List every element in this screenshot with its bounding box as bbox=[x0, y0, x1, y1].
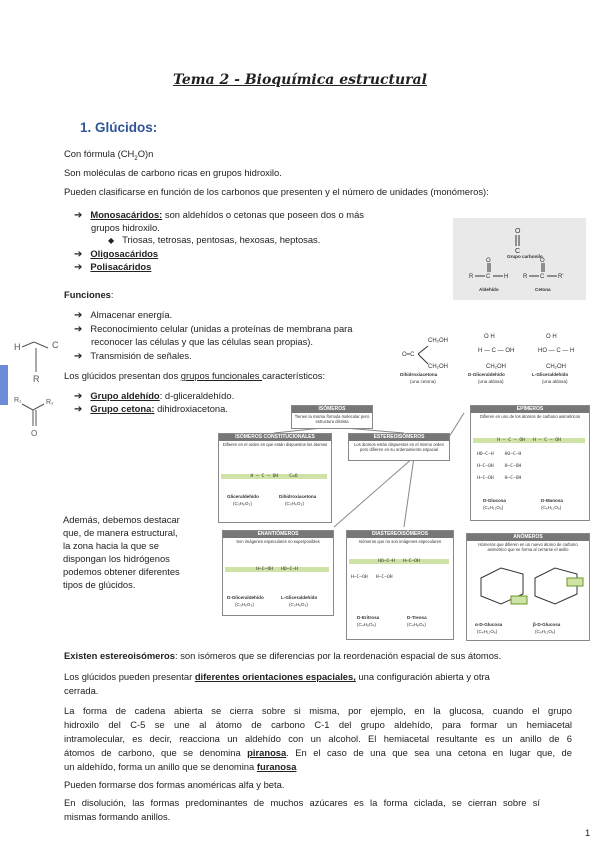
aldehido-label: Aldehído bbox=[479, 287, 499, 292]
list-item-monosacaridos-cont: grupos hidroxilo. bbox=[91, 222, 160, 233]
svg-text:H — C — OH: H — C — OH bbox=[478, 348, 515, 354]
funcion-item-2: ➔ Reconocimiento celular (unidas a proteínas de membrana para bbox=[74, 323, 353, 335]
svg-text:CH₂OH: CH₂OH bbox=[546, 364, 566, 370]
grupos-line: Los glúcidos presentan dos grupos funcionales característicos: bbox=[64, 370, 326, 381]
side-paragraph: Además, debemos destacar que, de manera estructural, la zona hacia la que se dispongan los hidrógenos podemos obtener diferentes tipos de glúcidos. bbox=[63, 514, 180, 590]
diastereoisomeros-box: DIASTEREOISÓMEROS Isómeros que no son imágenes especulares HO—C—H H—C—OH H—C—OH H—C—OH D-Eritrosa D-Treosa (C₄H₈O₄) (C₄H₈O₄) bbox=[346, 530, 454, 640]
sub-item-triosas: ◆ Triosas, tetrosas, pentosas, hexosas, heptosas. bbox=[108, 234, 321, 245]
svg-text:HO — C — H: HO — C — H bbox=[538, 348, 575, 354]
orientaciones-line-2: cerrada. bbox=[64, 685, 99, 696]
svg-text:H: H bbox=[14, 342, 21, 352]
section-heading-glucidos: 1. Glúcidos: bbox=[80, 120, 158, 135]
triose-label-1: Dihidroxiacetona bbox=[400, 372, 438, 377]
svg-text:O=C: O=C bbox=[402, 352, 415, 358]
orientaciones-line: Los glúcidos pueden presentar diferentes orientaciones espaciales, una configuración abierta y otra bbox=[64, 671, 490, 682]
triose-label-2: D-Gliceraldehído bbox=[468, 372, 505, 377]
list-item-oligosacaridos: ➔ Oligosacáridos bbox=[74, 248, 159, 260]
estereoisomeros-box: ESTEREOISÓMEROS Los átomos están dispuestos en el mismo orden pero difieren en su ordenamiento espacial bbox=[348, 433, 450, 461]
triose-sub-2: (una aldosa) bbox=[478, 379, 504, 384]
isomeros-box: ISÓMEROS Tienen la misma fórmula molecular pero estructura distinta bbox=[291, 405, 373, 429]
svg-text:C: C bbox=[515, 248, 521, 255]
constitucionales-box: ISÓMEROS CONSTITUCIONALES Difieren en el orden en que están dispuestos los átomos H — C — OH C=O Gliceraldehído Dihidroxiacetona (C₃H₆O₃) (C₃H₆O₃) bbox=[218, 433, 332, 523]
grupo-cetona-item: ➔ Grupo cetona: dihidroxiacetona. bbox=[74, 403, 228, 415]
triose-sub-1: (una cetona) bbox=[410, 379, 436, 384]
funcion-item-3: ➔ Transmisión de señales. bbox=[74, 350, 192, 362]
funciones-heading: Funciones: bbox=[64, 289, 114, 300]
ciclo-paragraph: La forma de cadena abierta se cierra sobre si misma, por ejemplo, en la glucosa, cuando el grupo hidroxilo del C-5 se une al átomo de carbono C-1 del grupo aldehído, para formar un hemiacetal intramolecular, es decir, reacciona un aldehído con un alcohol. El hemiacetal resultante es un anillo de 6 átomos de carbono, que se denomina piranosa. En el caso de una que sea una cetona en lugar que, de un aldehído, forma un anillo que se denomina furanosa bbox=[64, 705, 572, 772]
svg-text:R': R' bbox=[558, 274, 564, 280]
existen-line: Existen estereoisómeros: son isómeros que se diferencias por la reordenación espacial de sus átomos. bbox=[64, 650, 502, 661]
list-item-monosacaridos: ➔ Monosacáridos: son aldehídos o cetonas que poseen dos o más bbox=[74, 209, 364, 221]
carbonyl-label: Grupo carbonilo bbox=[507, 254, 543, 259]
svg-text:R: R bbox=[523, 274, 528, 280]
triose-label-3: L-Gliceraldehído bbox=[532, 372, 569, 377]
trioses-figure bbox=[398, 330, 586, 390]
disolucion-paragraph: En disolución, las formas predominantes de muchos azúcares es la forma ciclada, se cierran sobre sí mismas formando anillos. bbox=[64, 797, 540, 822]
svg-text:CH₂OH: CH₂OH bbox=[428, 338, 448, 344]
svg-text:O: O bbox=[486, 258, 491, 264]
svg-text:R: R bbox=[33, 374, 40, 384]
intro-line-3: Pueden clasificarse en función de los carbonos que presenten y el número de unidades (monómeros): bbox=[64, 186, 489, 197]
funcion-item-2-cont: reconocer las células y que las células sean propias). bbox=[91, 336, 313, 347]
page-title: Tema 2 - Bioquímica estructural bbox=[173, 72, 427, 88]
isomer-diagram bbox=[214, 405, 592, 643]
svg-text:O H: O H bbox=[546, 334, 557, 340]
svg-text:O: O bbox=[31, 429, 38, 438]
svg-text:O H: O H bbox=[484, 334, 495, 340]
svg-text:C: C bbox=[540, 274, 545, 280]
svg-text:H: H bbox=[504, 274, 509, 280]
svg-text:C: C bbox=[52, 340, 59, 350]
intro-line-2: Son moléculas de carbono ricas en grupos hidroxilo. bbox=[64, 167, 282, 178]
margin-structures-image bbox=[0, 330, 62, 440]
carbonyl-figure bbox=[453, 218, 586, 300]
svg-text:O: O bbox=[515, 228, 521, 235]
svg-text:R₁: R₁ bbox=[14, 397, 22, 404]
formula-line: Con fórmula $(CH_2O)n$ bbox=[64, 148, 154, 162]
page-number: 1 bbox=[585, 827, 591, 838]
funcion-item-1: ➔ Almacenar energía. bbox=[74, 309, 173, 321]
enantiomeros-box: ENANTIÓMEROS Son imágenes especulares no superponibles H—C—OH HO—C—H D-Gliceraldehído L-Gliceraldehído (C₃H₆O₃) (C₃H₆O₃) bbox=[222, 530, 334, 616]
cetona-label: Cetona bbox=[535, 287, 551, 292]
grupo-aldehido-item: ➔ Grupo aldehído: d-gliceraldehído. bbox=[74, 390, 235, 402]
anomeros-box: ANÓMEROS Isómeros que difieren en un nuevo átomo de carbono asimétrico que se forma al cerrarse el anillo α-D-Glucosa β-D-Glucosa (C₆H₁₂O₆) (C₆H₁₂O₆) bbox=[466, 533, 590, 641]
svg-text:C: C bbox=[486, 274, 491, 280]
epimeros-box: EPÍMEROS Difieren en uno de los átomos de carbono asimétricos H — C — OH H — C — OH HO—C—H HO—C—H H—C—OH H—C—OH H—C—OH H—C—OH D-Glucosa D-Manosa (C₆H₁₂O₆) (C₆H₁₂O₆) bbox=[470, 405, 590, 521]
triose-sub-3: (una aldosa) bbox=[542, 379, 568, 384]
svg-text:R: R bbox=[469, 274, 474, 280]
svg-text:R₂: R₂ bbox=[46, 399, 54, 406]
anomericas-line: Pueden formarse dos formas anoméricas alfa y beta. bbox=[64, 779, 285, 790]
svg-text:CH₂OH: CH₂OH bbox=[486, 364, 506, 370]
svg-text:CH₂OH: CH₂OH bbox=[428, 364, 448, 370]
svg-text:O: O bbox=[540, 258, 545, 264]
list-item-polisacaridos: ➔ Polisacáridos bbox=[74, 261, 152, 273]
